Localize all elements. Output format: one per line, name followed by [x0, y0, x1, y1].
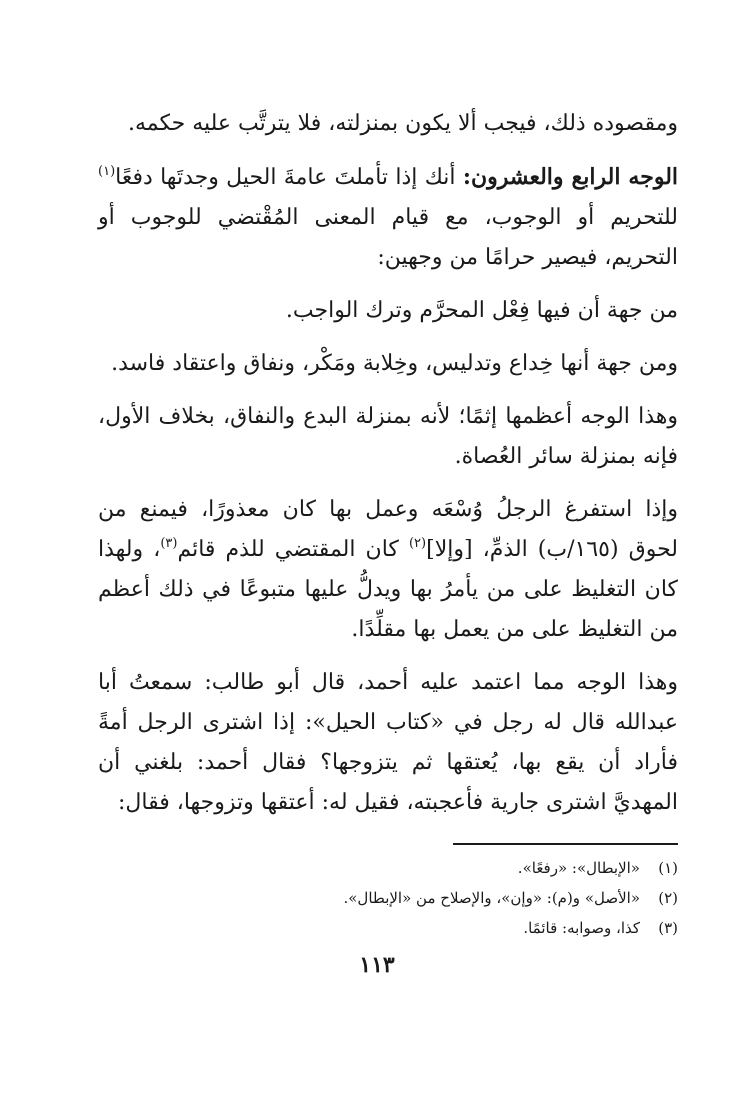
footnote-ref: (١)	[98, 164, 116, 179]
footnote-ref: (٣)	[160, 536, 178, 551]
footnote-number: (٢)	[658, 889, 678, 907]
footnotes	[98, 853, 678, 943]
paragraph-1	[98, 104, 678, 144]
paragraph-text: كان المقتضي للذم قائم	[177, 537, 409, 562]
footnote-text: «الأصل» و(م): «وإن»، والإصلاح من «الإبطال».	[343, 889, 640, 907]
footnote-number: (٣)	[658, 919, 678, 937]
footnote-number: (١)	[658, 859, 678, 877]
paragraph-5	[98, 397, 678, 477]
paragraph-2	[98, 157, 678, 278]
paragraph-text: أنك إذا تأملتَ عامةَ الحيل وجدتَها دفعًا	[115, 165, 463, 190]
paragraph-text: ومن جهة أنها خِداع وتدليس، وخِلابة ومَكْر، ونفاق واعتقاد فاسد.	[111, 351, 678, 376]
section-heading: الوجه الرابع والعشرون:	[462, 164, 679, 190]
paragraph-text: ومقصوده ذلك، فيجب ألا يكون بمنزلته، فلا يترتَّب عليه حكمه.	[127, 111, 678, 136]
footnote-ref: (٢)	[408, 536, 427, 551]
footnote-text: «الإبطال»: «رفعًا».	[517, 859, 640, 877]
paragraph-text: وهذا الوجه أعظمها إثمًا؛ لأنه بمنزلة البدع والنفاق، بخلاف الأول، فإنه بمنزلة سائر العُصاة.	[98, 404, 678, 469]
paragraph-text: من جهة أن فيها فِعْل المحرَّم وترك الواجب.	[285, 298, 678, 323]
footnote-3	[98, 913, 678, 943]
footnote-1	[98, 853, 678, 883]
footnote-2	[98, 883, 678, 913]
footnote-divider	[453, 843, 678, 845]
paragraph-3	[98, 291, 678, 331]
paragraph-text: ، ولهذا كان التغليظ على من يأمرُ بها ويدلُّ عليها متبوعًا في ذلك أعظم من التغليظ على من يعمل بها مقلِّدًا.	[98, 537, 678, 642]
footnote-text: كذا، وصوابه: قائمًا.	[523, 919, 640, 937]
main-text	[98, 104, 678, 823]
paragraph-text: وإذا استفرغ الرجلُ وُسْعَه وعمل بها كان معذورًا، فيمنع من لحوق (١٦٥/ب) الذمِّ، [وإلا]	[98, 497, 678, 562]
paragraph-text: للتحريم أو الوجوب، مع قيام المعنى المُقْتضي للوجوب أو التحريم، فيصير حرامًا من وجهين:	[98, 205, 678, 270]
paragraph-6	[98, 490, 678, 650]
paragraph-text: وهذا الوجه مما اعتمد عليه أحمد، قال أبو طالب: سمعتُ أبا عبدالله قال له رجل في «كتاب الحيل»: إذا اشترى الرجل أمةً فأراد أن يقع بها، يُعتقها ثم يتزوجها؟ فقال أحمد: بلغني أن المهديَّ اشترى جارية فأعجبته، فقيل له: أعتقها وتزوجها، فقال:	[98, 670, 678, 815]
paragraph-4	[98, 344, 678, 384]
page-number: ١١٣	[359, 952, 395, 978]
paragraph-7	[98, 663, 678, 823]
